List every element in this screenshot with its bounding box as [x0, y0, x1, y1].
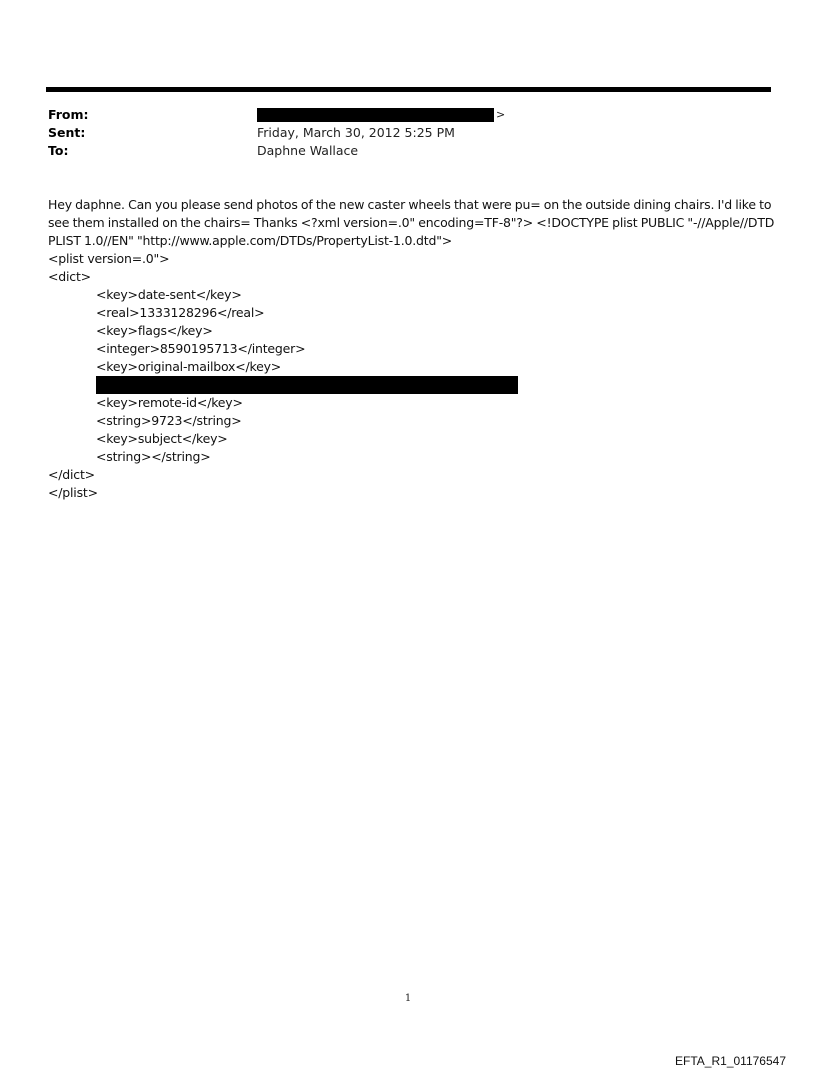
plist-line: <key>flags</key> [96, 323, 213, 338]
to-value: Daphne Wallace [257, 143, 359, 158]
from-label: From: [48, 107, 89, 122]
plist-line: <real>1333128296</real> [96, 305, 265, 320]
plist-line: <string>9723</string> [96, 413, 242, 428]
body-paragraph: Hey daphne. Can you please send photos of the new caster wheels that were pu= on the outside dining chairs. I'd like to see them installed on the chairs= Thanks <?xml version=.0" encoding=TF-8"?> <!DOCTYPE plist PUBLIC "-//Apple//DTD PLIST 1.0//EN" "http://www.apple.com/DTDs/PropertyList-1.0.dtd"> [48, 197, 775, 248]
to-label: To: [48, 143, 69, 158]
plist-line: <string></string> [96, 449, 211, 464]
document-id: EFTA_R1_01176547 [675, 1054, 786, 1068]
from-suffix: > [496, 108, 506, 121]
sent-label: Sent: [48, 125, 86, 140]
plist-open: <plist version=.0"> [48, 251, 170, 266]
plist-line: <integer>8590195713</integer> [96, 341, 306, 356]
header-rule [46, 87, 771, 92]
plist-line: <key>remote-id</key> [96, 395, 243, 410]
from-redaction [257, 108, 494, 122]
dict-close: </dict> [48, 467, 95, 482]
plist-line: <key>subject</key> [96, 431, 228, 446]
sent-value: Friday, March 30, 2012 5:25 PM [257, 125, 455, 140]
mailbox-redaction [96, 376, 518, 394]
email-body [48, 196, 776, 502]
plist-line: <key>date-sent</key> [96, 287, 242, 302]
plist-line: <key>original-mailbox</key> [96, 359, 282, 374]
page-number: 1 [404, 993, 412, 1004]
dict-open: <dict> [48, 269, 91, 284]
plist-close: </plist> [48, 485, 98, 500]
